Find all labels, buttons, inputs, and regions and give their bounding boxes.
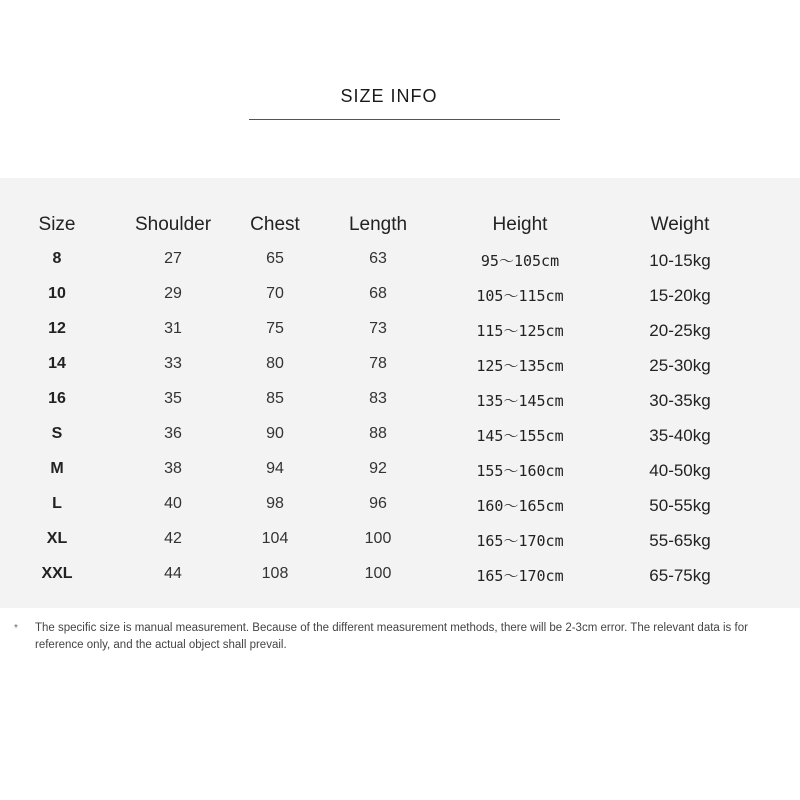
column-header-size: Size	[38, 214, 76, 235]
cell-length: 78	[369, 355, 387, 372]
cell-size: 12	[48, 320, 66, 337]
cell-length: 83	[369, 390, 387, 407]
cell-weight: 55-65kg	[649, 531, 711, 550]
cell-chest: 90	[266, 425, 284, 442]
page-title: SIZE INFO	[340, 86, 438, 106]
size-table	[0, 178, 800, 608]
column-header-height: Height	[492, 214, 548, 235]
cell-chest: 70	[266, 285, 284, 302]
cell-size: 16	[48, 390, 66, 407]
cell-height: 165～170cm	[476, 567, 564, 585]
cell-shoulder: 40	[164, 495, 182, 512]
cell-height: 165～170cm	[476, 532, 564, 550]
cell-chest: 94	[266, 460, 284, 477]
cell-height: 135～145cm	[476, 392, 564, 410]
cell-size: L	[52, 495, 62, 512]
cell-shoulder: 31	[164, 320, 182, 337]
cell-weight: 15-20kg	[649, 286, 711, 305]
cell-chest: 80	[266, 355, 284, 372]
cell-length: 100	[364, 530, 392, 547]
cell-shoulder: 42	[164, 530, 182, 547]
cell-chest: 75	[266, 320, 284, 337]
cell-shoulder: 33	[164, 355, 182, 372]
cell-chest: 65	[266, 250, 284, 267]
disclaimer-note	[14, 620, 774, 654]
column-header-weight: Weight	[650, 214, 710, 235]
cell-weight: 35-40kg	[649, 426, 711, 445]
column-header-chest: Chest	[250, 214, 300, 235]
cell-weight: 25-30kg	[649, 356, 711, 375]
cell-weight: 10-15kg	[649, 251, 711, 270]
cell-size: XXL	[41, 565, 73, 582]
cell-size: S	[51, 425, 63, 442]
cell-length: 96	[369, 495, 387, 512]
cell-weight: 50-55kg	[649, 496, 711, 515]
cell-shoulder: 38	[164, 460, 182, 477]
cell-chest: 85	[266, 390, 284, 407]
cell-shoulder: 36	[164, 425, 182, 442]
cell-height: 115～125cm	[476, 322, 564, 340]
note-marker: *	[14, 623, 18, 634]
cell-shoulder: 27	[164, 250, 182, 267]
cell-size: XL	[46, 530, 68, 547]
cell-length: 88	[369, 425, 387, 442]
cell-shoulder: 35	[164, 390, 182, 407]
cell-size: 14	[48, 355, 66, 372]
cell-height: 95～105cm	[480, 252, 560, 270]
title-underline	[249, 119, 560, 120]
cell-length: 63	[369, 250, 387, 267]
cell-weight: 20-25kg	[649, 321, 711, 340]
cell-length: 68	[369, 285, 387, 302]
cell-length: 92	[369, 460, 387, 477]
cell-height: 105～115cm	[476, 287, 564, 305]
cell-chest: 108	[261, 565, 289, 582]
column-header-length: Length	[348, 214, 408, 235]
cell-height: 125～135cm	[476, 357, 564, 375]
cell-chest: 98	[266, 495, 284, 512]
cell-weight: 65-75kg	[649, 566, 711, 585]
cell-size: 10	[48, 285, 66, 302]
cell-length: 100	[364, 565, 392, 582]
cell-height: 160～165cm	[476, 497, 564, 515]
cell-weight: 30-35kg	[649, 391, 711, 410]
cell-weight: 40-50kg	[649, 461, 711, 480]
cell-height: 145～155cm	[476, 427, 564, 445]
column-header-shoulder: Shoulder	[134, 214, 212, 235]
cell-shoulder: 44	[164, 565, 182, 582]
note-text: The specific size is manual measurement. Because of the different measurement methods, there will be 2-3cm error. The relevant data is for reference only, and the actual object shall prevail.	[35, 622, 748, 651]
cell-length: 73	[369, 320, 387, 337]
cell-chest: 104	[261, 530, 289, 547]
cell-size: M	[50, 460, 64, 477]
cell-shoulder: 29	[164, 285, 182, 302]
cell-size: 8	[52, 250, 62, 267]
cell-height: 155～160cm	[476, 462, 564, 480]
